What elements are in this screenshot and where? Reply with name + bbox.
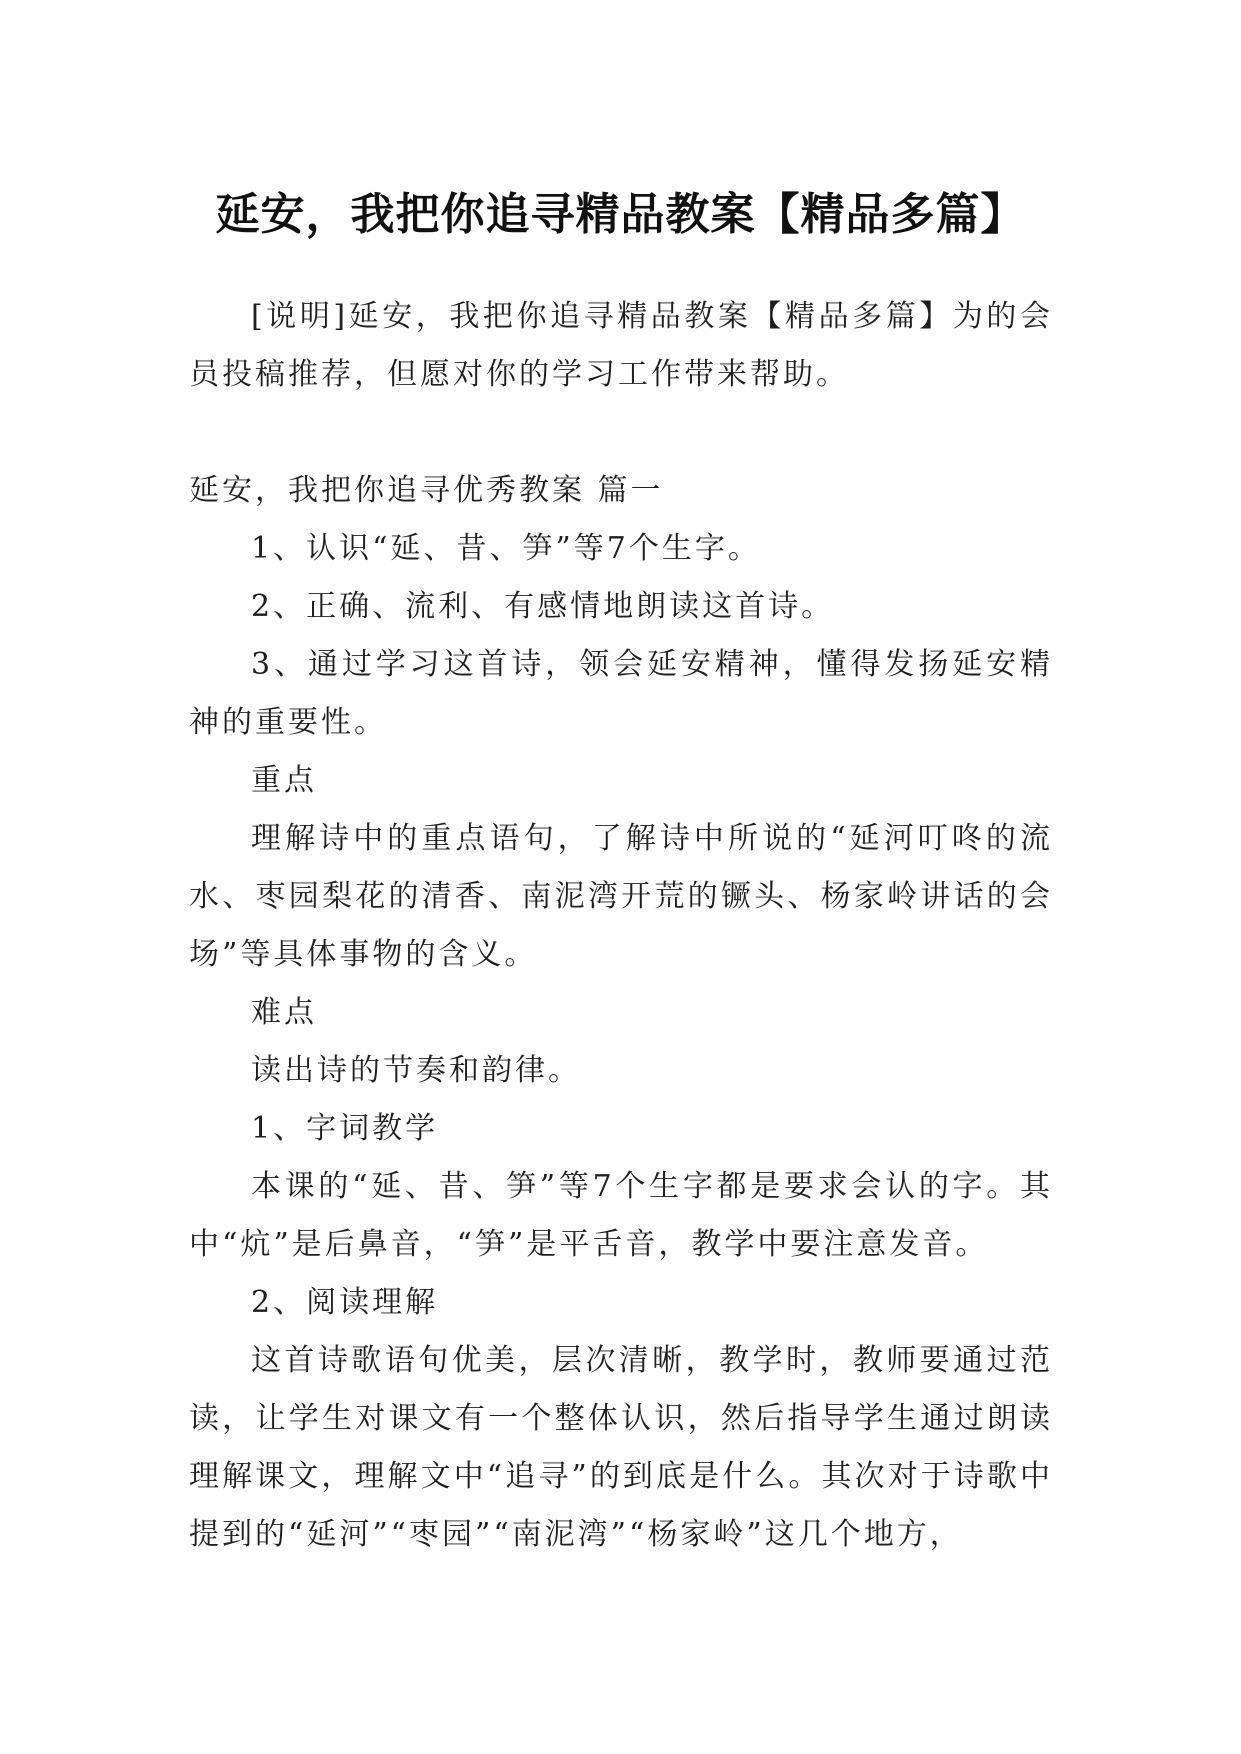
reading-comprehension-paragraph: 这首诗歌语句优美，层次清晰，教学时，教师要通过范读，让学生对课文有一个整体认识，然后指导学生通过朗读理解课文，理解文中“追寻”的到底是什么。其次对于诗歌中提到的“延河”“枣园”“南泥湾”“杨家岭”这几个地方， (189, 1343, 1053, 1552)
objective-item-3: 3、通过学习这首诗，领会延安精神，懂得发扬延安精神的重要性。 (189, 647, 1053, 740)
objective-item-2: 2、正确、流利、有感情地朗读这首诗。 (251, 589, 835, 624)
difficulty-paragraph: 读出诗的节奏和韵律。 (251, 1053, 581, 1088)
document-title: 延安，我把你追寻精品教案【精品多篇】 (215, 189, 1026, 241)
vocabulary-teaching-paragraph: 本课的“延、昔、笋”等7个生字都是要求会认的字。其中“炕”是后鼻音，“笋”是平舌音，教学中要注意发音。 (189, 1169, 1053, 1262)
document-body (189, 288, 1053, 1564)
reading-comprehension-heading: 2、阅读理解 (251, 1285, 439, 1320)
intro-note-paragraph: [说明]延安，我把你追寻精品教案【精品多篇】为的会员投稿推荐，但愿对你的学习工作带来帮助。 (189, 299, 1053, 392)
key-point-paragraph: 理解诗中的重点语句，了解诗中所说的“延河叮咚的流水、枣园梨花的清香、南泥湾开荒的镢头、杨家岭讲话的会场”等具体事物的含义。 (189, 821, 1053, 972)
section-heading: 延安，我把你追寻优秀教案 篇一 (189, 473, 664, 508)
objective-item-1: 1、认识“延、昔、笋”等7个生字。 (251, 531, 761, 566)
key-point-heading: 重点 (251, 763, 317, 798)
vocabulary-teaching-heading: 1、字词教学 (251, 1111, 439, 1146)
difficulty-heading: 难点 (251, 995, 317, 1030)
